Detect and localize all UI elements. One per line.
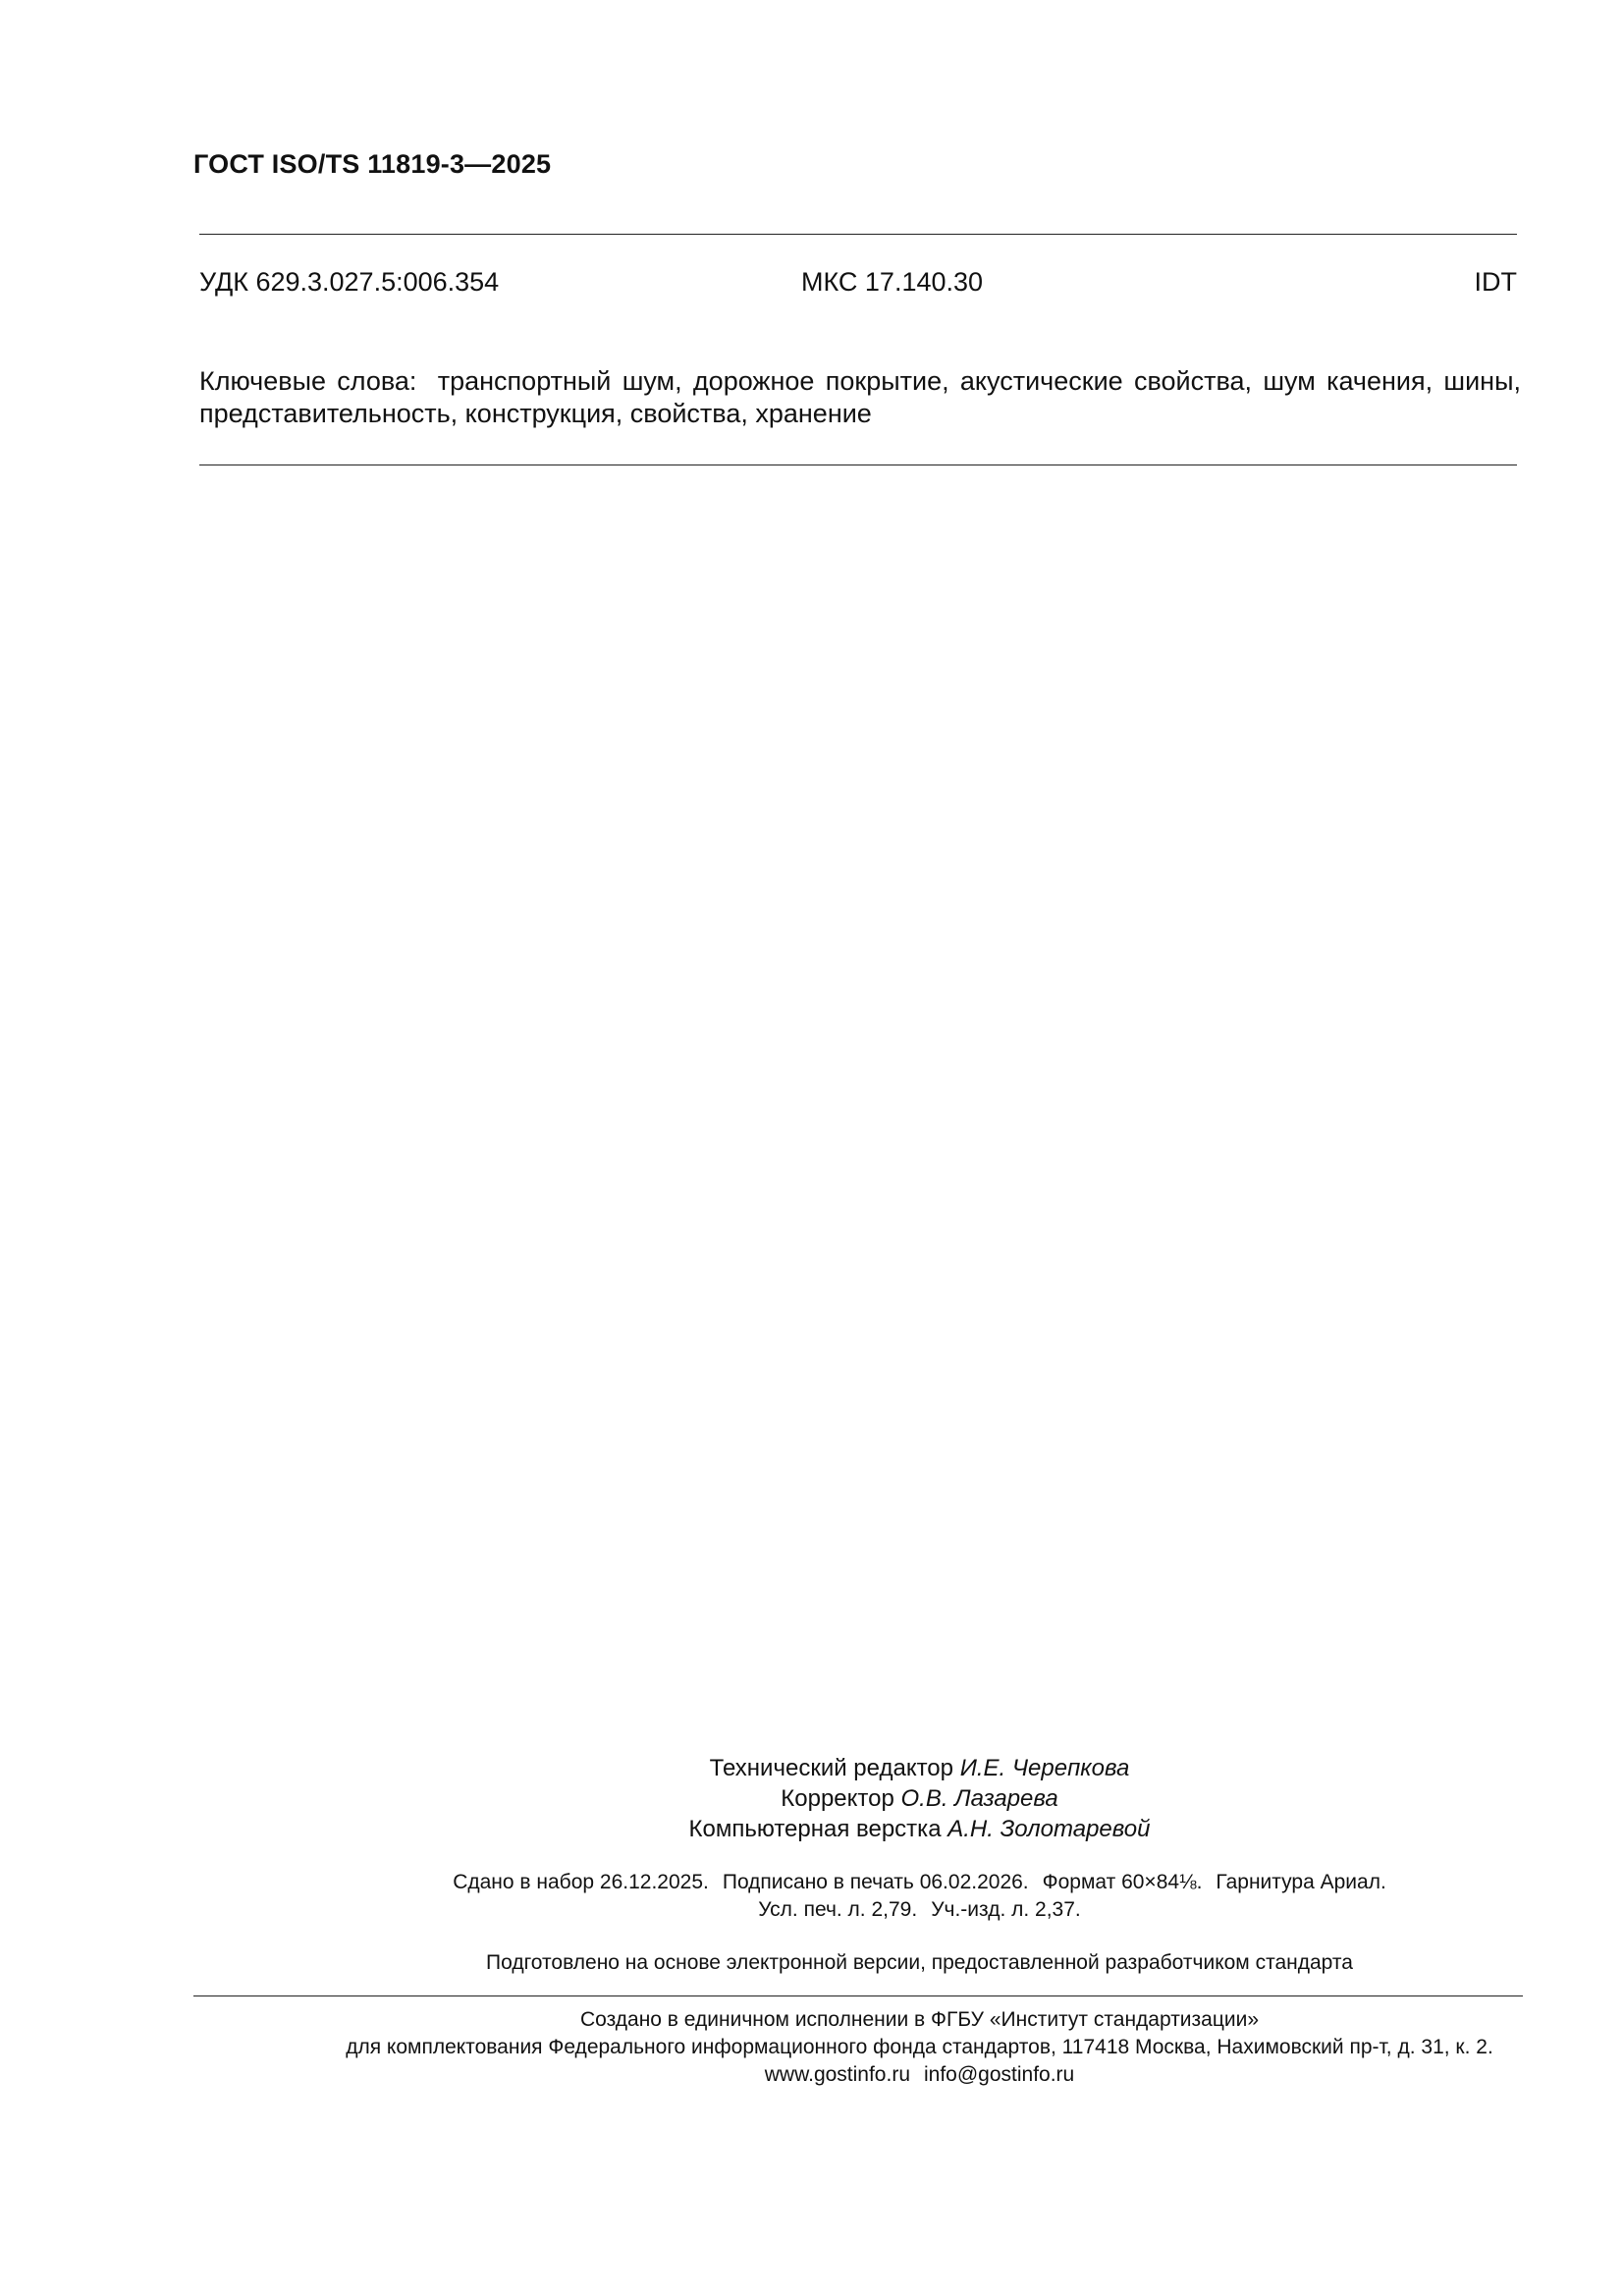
publisher-block	[0, 2006, 1623, 2089]
publisher-line-1: Создано в единичном исполнении в ФГБУ «Институт стандартизации»	[579, 2008, 1260, 2031]
udk-code: УДК 629.3.027.5:006.354	[199, 267, 500, 297]
credits-block	[0, 1753, 1623, 1844]
layout-name: А.Н. Золотаревой	[947, 1816, 1151, 1842]
mks-code: МКС 17.140.30	[801, 267, 984, 297]
tech-editor-label: Технический редактор	[709, 1755, 954, 1781]
website-link[interactable]: www.gostinfo.ru	[764, 2063, 910, 2086]
print-info-block	[0, 1869, 1623, 1924]
print-info-line-1	[216, 1869, 1623, 1896]
bottom-divider	[193, 1995, 1523, 1996]
keywords-block	[199, 365, 1521, 430]
corrector-label: Корректор	[781, 1785, 894, 1812]
publisher-line-2: для комплектования Федерального информационного фонда стандартов, 117418 Москва, Нахимовский пр-т, д. 31, к. 2.	[346, 2036, 1493, 2058]
layout-label: Компьютерная верстка	[688, 1816, 942, 1842]
email-link[interactable]: info@gostinfo.ru	[924, 2063, 1075, 2086]
corrector-name: О.В. Лазарева	[900, 1785, 1058, 1812]
typeface: Гарнитура Ариал.	[1216, 1871, 1386, 1893]
submitted-date: Сдано в набор 26.12.2025.	[453, 1871, 709, 1893]
paper-format: Формат 60×84⅛.	[1042, 1871, 1203, 1893]
signed-date: Подписано в печать 06.02.2026.	[722, 1871, 1029, 1893]
printed-sheets: Усл. печ. л. 2,79.	[758, 1898, 918, 1921]
prepared-note-text: Подготовлено на основе электронной версии, предоставленной разработчиком стандарта	[486, 1951, 1353, 1974]
idt-marker: IDT	[1474, 267, 1517, 297]
prepared-note	[0, 1951, 1623, 1975]
tech-editor-name: И.Е. Черепкова	[959, 1755, 1130, 1781]
document-title: ГОСТ ISO/TS 11819-3—2025	[193, 149, 552, 179]
publisher-contacts	[216, 2061, 1623, 2089]
layout-line	[216, 1814, 1623, 1844]
top-divider	[199, 234, 1517, 235]
corrector-line	[216, 1783, 1623, 1814]
print-info-line-2	[216, 1896, 1623, 1924]
edition-sheets: Уч.-изд. л. 2,37.	[931, 1898, 1081, 1921]
keywords-text: транспортный шум, дорожное покрытие, акустические свойства, шум качения, шины, представительность, конструкция, свойства, хранение	[199, 366, 1521, 428]
keywords-label: Ключевые слова:	[199, 366, 417, 396]
classification-row	[199, 267, 1517, 302]
tech-editor-line	[216, 1753, 1623, 1783]
